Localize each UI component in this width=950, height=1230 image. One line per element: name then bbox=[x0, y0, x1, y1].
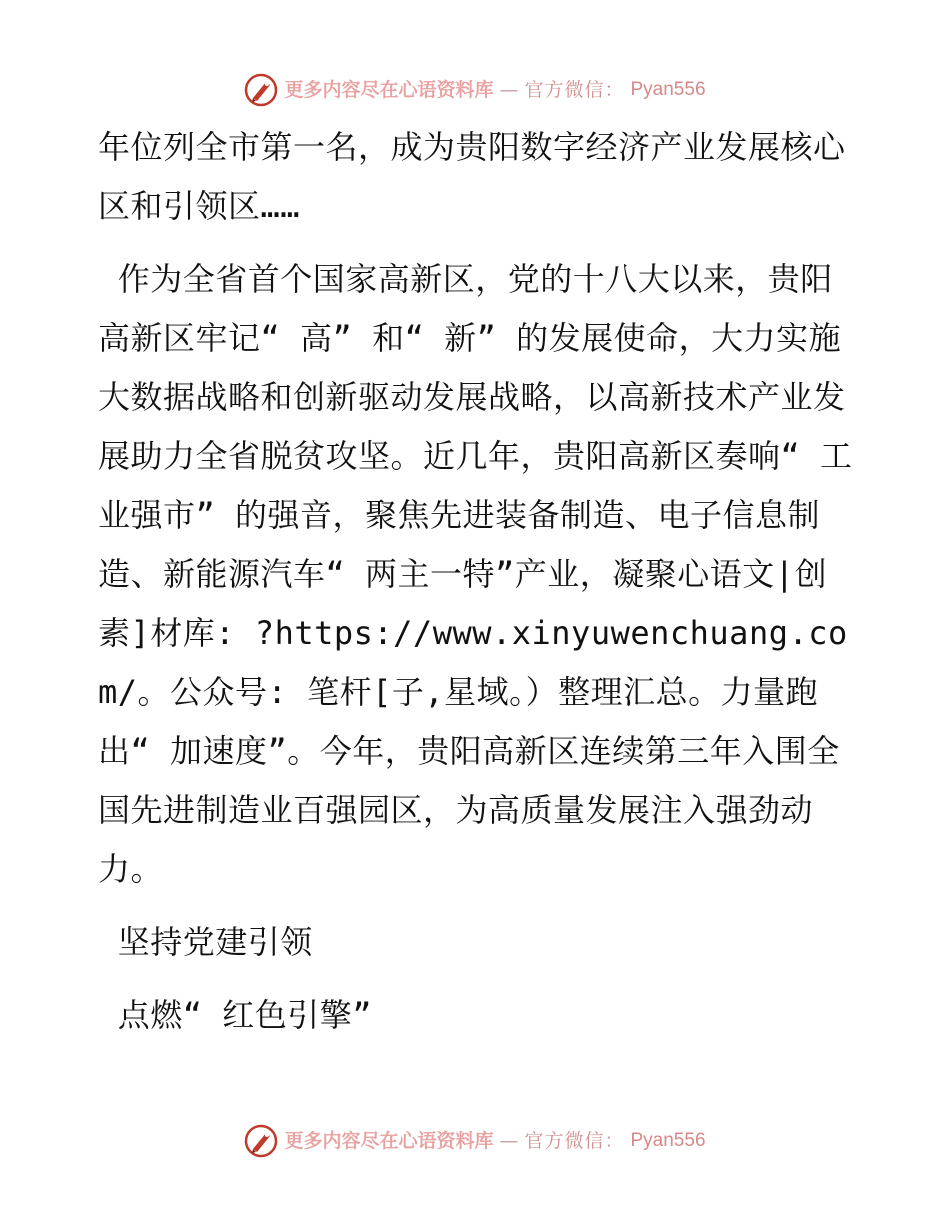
watermark-main-text: 更多内容尽在心语资料库 bbox=[284, 79, 494, 101]
watermark-wechat-id: Pyan556 bbox=[630, 79, 706, 100]
header-watermark bbox=[0, 73, 950, 107]
watermark-wechat-id: Pyan556 bbox=[630, 1130, 706, 1151]
watermark-official-label: 官方微信： bbox=[524, 79, 625, 101]
paragraph-1: 年位列全市第一名，成为贵阳数字经济产业发展核心区和引领区…… bbox=[98, 128, 846, 225]
watermark-dash: — bbox=[499, 79, 519, 101]
watermark-main-text: 更多内容尽在心语资料库 bbox=[284, 1130, 494, 1152]
footer-watermark bbox=[0, 1124, 950, 1158]
document-body bbox=[98, 118, 858, 1059]
watermark-dash: — bbox=[499, 1130, 519, 1152]
paragraph-2: 作为全省首个国家高新区，党的十八大以来，贵阳高新区牢记“ 高” 和“ 新” 的发展使命，大力实施大数据战略和创新驱动发展战略，以高新技术产业发展助力全省脱贫攻坚。近几年，贵阳高新区奏响“ 工业强市” 的强音，聚焦先进装备制造、电子信息制造、新能源汽车“ 两主一特”产业，凝聚心语文|创素]材库: ?https://www.xinyuwenchuang.com/。公众号: 笔杆[子,星域。）整理汇总。力量跑出“ 加速度”。今年，贵阳高新区连续第三年入围全国先进制造业百强园区，为高质量发展注入强劲动力。 bbox=[98, 260, 853, 888]
watermark-official-label: 官方微信： bbox=[524, 1130, 625, 1152]
section-heading-1: 坚持党建引领 bbox=[98, 923, 313, 961]
pen-logo-icon bbox=[244, 1124, 278, 1158]
section-heading-2: 点燃“ 红色引擎” bbox=[98, 996, 373, 1034]
pen-logo-icon bbox=[244, 73, 278, 107]
